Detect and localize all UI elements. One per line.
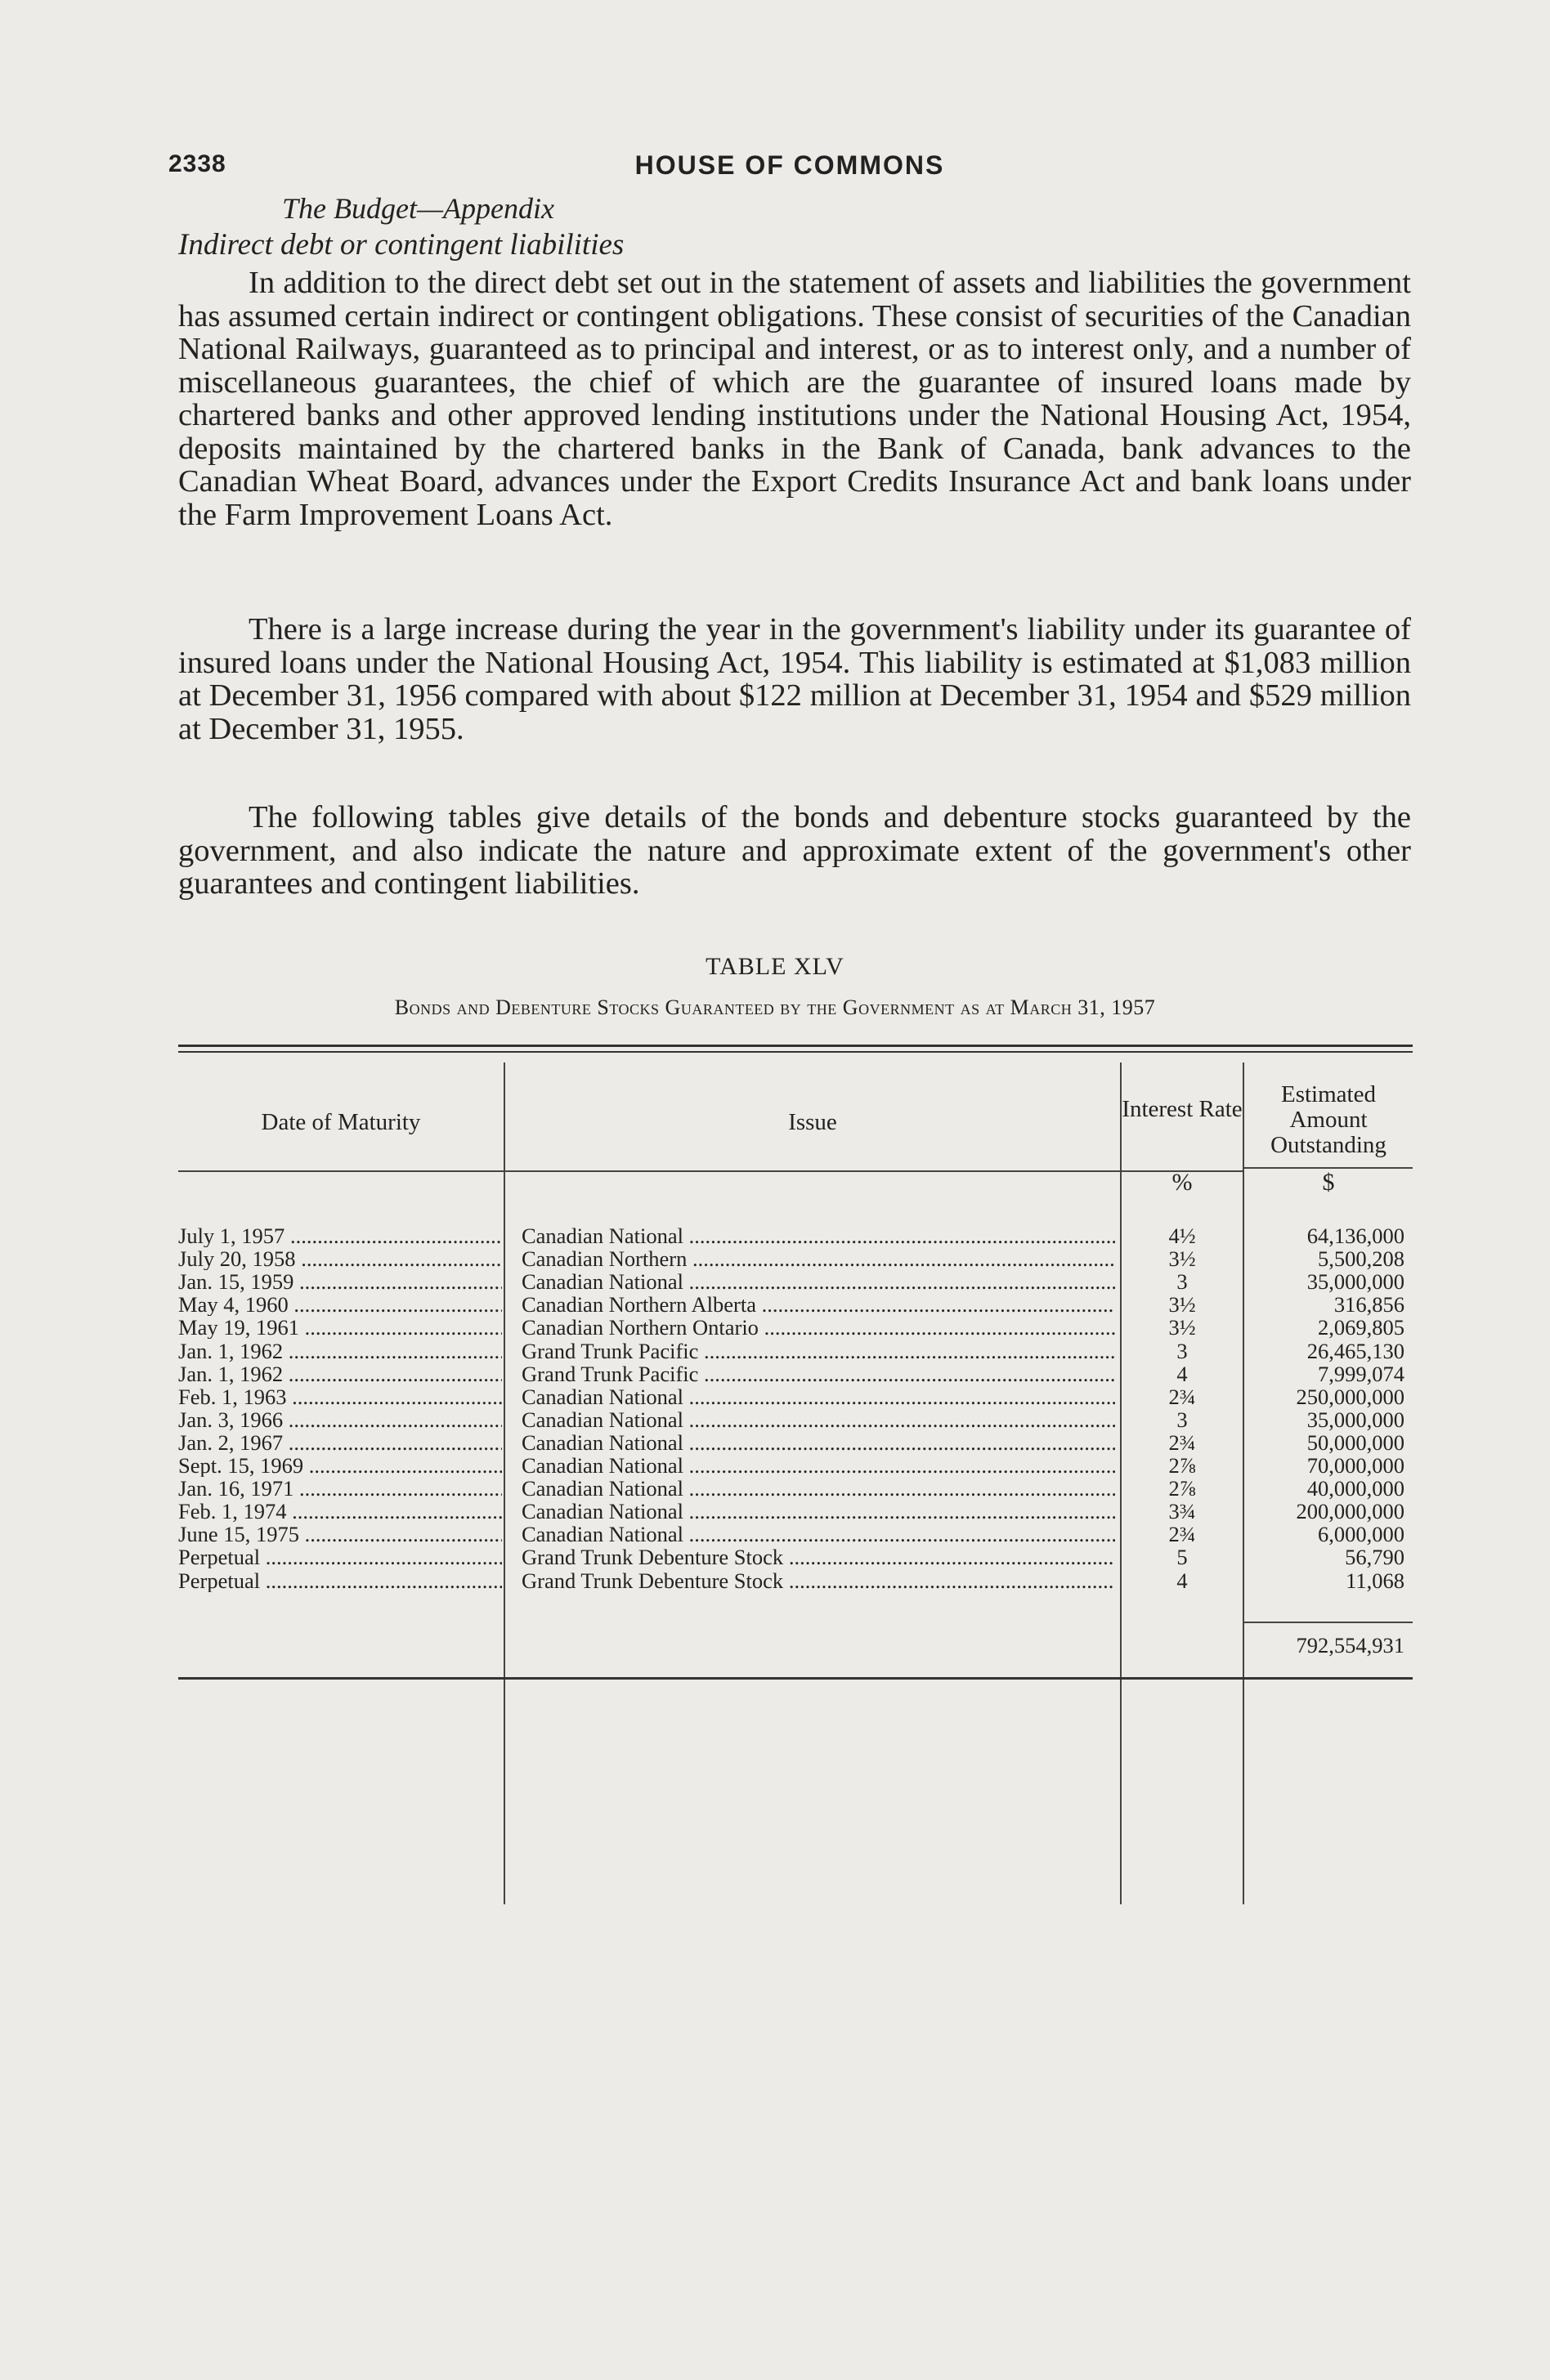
cell-rate: 3½ xyxy=(1168,1293,1196,1317)
table-total: 792,554,931 xyxy=(1296,1633,1404,1658)
paragraph-3 xyxy=(178,801,1411,901)
cell-date: June 15, 1975 ..... xyxy=(178,1523,502,1546)
table-top-rule-thin xyxy=(178,1051,1413,1053)
cell-rate: 5 xyxy=(1176,1546,1188,1569)
cell-issue: Canadian Northern ..... xyxy=(522,1247,1115,1270)
cell-amount: 316,856 xyxy=(1333,1293,1404,1317)
cell-amount: 7,999,074 xyxy=(1318,1362,1404,1385)
cell-date: Feb. 1, 1974 ..... xyxy=(178,1500,502,1523)
cell-date: Sept. 15, 1969 ..... xyxy=(178,1454,502,1477)
cell-amount: 26,465,130 xyxy=(1306,1339,1404,1362)
cell-date: July 20, 1958 ..... xyxy=(178,1247,502,1270)
rate-unit: % xyxy=(1171,1169,1193,1196)
cell-date: July 1, 1957 ..... xyxy=(178,1224,502,1247)
cell-rate: 3 xyxy=(1176,1270,1188,1294)
paragraph-1 xyxy=(178,266,1411,531)
table-number: TABLE XLV xyxy=(706,953,844,980)
cell-amount: 70,000,000 xyxy=(1306,1454,1404,1478)
cell-amount: 11,068 xyxy=(1346,1568,1404,1592)
cell-amount: 2,069,805 xyxy=(1318,1316,1404,1340)
cell-rate: 2¾ xyxy=(1168,1385,1196,1408)
cell-issue: Canadian National ..... xyxy=(522,1500,1115,1523)
cell-issue: Grand Trunk Pacific ..... xyxy=(522,1340,1115,1362)
cell-date: Jan. 2, 1967 ..... xyxy=(178,1431,502,1454)
cell-issue: Canadian National ..... xyxy=(522,1477,1115,1500)
paragraph-2-text: There is a large increase during the year in the government's liability under its guarantee of insured loans under the National Housing Act, 1954. This liability is estimated at $1,083 million at December 31, 1956 compared with about $122 million at December 31, 1954 and $529 million at December 31, 1955. xyxy=(178,612,1411,746)
cell-amount: 35,000,000 xyxy=(1306,1270,1404,1294)
table-top-rule xyxy=(178,1045,1413,1047)
cell-issue: Canadian National ..... xyxy=(522,1224,1115,1247)
cell-date: Perpetual ..... xyxy=(178,1546,502,1568)
cell-issue: Canadian Northern Ontario ..... xyxy=(522,1316,1115,1339)
cell-rate: 4 xyxy=(1176,1568,1188,1592)
total-rule xyxy=(1244,1622,1413,1623)
bonds-table xyxy=(178,1045,1413,1698)
cell-date: Jan. 3, 1966 ..... xyxy=(178,1408,502,1431)
cell-amount: 5,500,208 xyxy=(1318,1247,1404,1271)
cell-amount: 250,000,000 xyxy=(1296,1385,1404,1408)
cell-date: Jan. 1, 1962 ..... xyxy=(178,1362,502,1385)
cell-rate: 4½ xyxy=(1168,1224,1196,1248)
cell-issue: Grand Trunk Pacific ..... xyxy=(522,1362,1115,1385)
cell-rate: 4 xyxy=(1176,1362,1188,1385)
cell-amount: 50,000,000 xyxy=(1306,1430,1404,1454)
subsection-title: Indirect debt or contingent liabilities xyxy=(178,228,625,262)
cell-issue: Canadian Northern Alberta ..... xyxy=(522,1293,1115,1316)
cell-issue: Canadian National ..... xyxy=(522,1408,1115,1431)
cell-amount: 56,790 xyxy=(1345,1546,1404,1569)
amount-unit: $ xyxy=(1322,1169,1335,1196)
header-date-of-maturity: Date of Maturity xyxy=(261,1109,421,1135)
cell-date: May 4, 1960 ..... xyxy=(178,1293,502,1316)
header-underline xyxy=(505,1170,1120,1172)
cell-amount: 200,000,000 xyxy=(1296,1500,1404,1523)
cell-rate: 3 xyxy=(1176,1407,1188,1431)
cell-rate: 3¾ xyxy=(1168,1500,1196,1523)
header-underline xyxy=(178,1170,504,1172)
table-bottom-rule xyxy=(178,1677,1413,1680)
cell-rate: 3½ xyxy=(1168,1247,1196,1271)
cell-amount: 6,000,000 xyxy=(1318,1523,1404,1546)
cell-date: Perpetual ..... xyxy=(178,1569,502,1592)
cell-amount: 35,000,000 xyxy=(1306,1407,1404,1431)
header-issue: Issue xyxy=(788,1109,837,1135)
section-title: The Budget—Appendix xyxy=(282,192,554,225)
cell-date: Jan. 15, 1959 ..... xyxy=(178,1270,502,1293)
cell-issue: Canadian National ..... xyxy=(522,1385,1115,1408)
cell-date: May 19, 1961 ..... xyxy=(178,1316,502,1339)
cell-issue: Grand Trunk Debenture Stock ..... xyxy=(522,1546,1115,1568)
table-caption xyxy=(0,995,1550,1020)
cell-issue: Canadian National ..... xyxy=(522,1523,1115,1546)
page-header xyxy=(168,150,1411,191)
cell-rate: 3½ xyxy=(1168,1316,1196,1340)
table-caption-text: Bonds and Debenture Stocks Guaranteed by the Government as at March 31, 1957 xyxy=(394,995,1156,1019)
cell-rate: 2¾ xyxy=(1168,1523,1196,1546)
page-number: 2338 xyxy=(168,150,226,177)
cell-rate: 2⅞ xyxy=(1168,1454,1196,1478)
cell-issue: Canadian National ..... xyxy=(522,1270,1115,1293)
cell-issue: Canadian National ..... xyxy=(522,1454,1115,1477)
cell-rate: 2⅞ xyxy=(1168,1477,1196,1501)
cell-amount: 64,136,000 xyxy=(1306,1224,1404,1248)
running-head: HOUSE OF COMMONS xyxy=(634,150,945,180)
header-estimated-amount: Estimated Amount Outstanding xyxy=(1270,1081,1386,1158)
cell-amount: 40,000,000 xyxy=(1306,1477,1404,1501)
cell-date: Feb. 1, 1963 ..... xyxy=(178,1385,502,1408)
paragraph-2 xyxy=(178,613,1411,745)
paragraph-1-text: In addition to the direct debt set out in the statement of assets and liabilities the government has assumed certain indirect or contingent obligations. These consist of securities of the Canadian National Railways, guaranteed as to principal and interest, or as to interest only, and a number of miscellaneous guarantees, the chief of which are the guarantee of insured loans made by chartered banks and other approved lending institutions under the National Housing Act, 1954, deposits maintained by the chartered banks in the Bank of Canada, bank advances to the Canadian Wheat Board, advances under the Export Credits Insurance Act and bank loans under the Farm Improvement Loans Act. xyxy=(178,266,1411,532)
cell-date: Jan. 16, 1971 ..... xyxy=(178,1477,502,1500)
cell-date: Jan. 1, 1962 ..... xyxy=(178,1340,502,1362)
column-divider xyxy=(504,1062,505,1904)
cell-issue: Grand Trunk Debenture Stock ..... xyxy=(522,1569,1115,1592)
cell-rate: 2¾ xyxy=(1168,1430,1196,1454)
header-interest-rate: Interest Rate xyxy=(1122,1096,1243,1122)
cell-rate: 3 xyxy=(1176,1339,1188,1362)
cell-issue: Canadian National ..... xyxy=(522,1431,1115,1454)
paragraph-3-text: The following tables give details of the bonds and debenture stocks guaranteed by the government, and also indicate the nature and approximate extent of the government's other guarantees and contingent liabilities. xyxy=(178,800,1411,901)
